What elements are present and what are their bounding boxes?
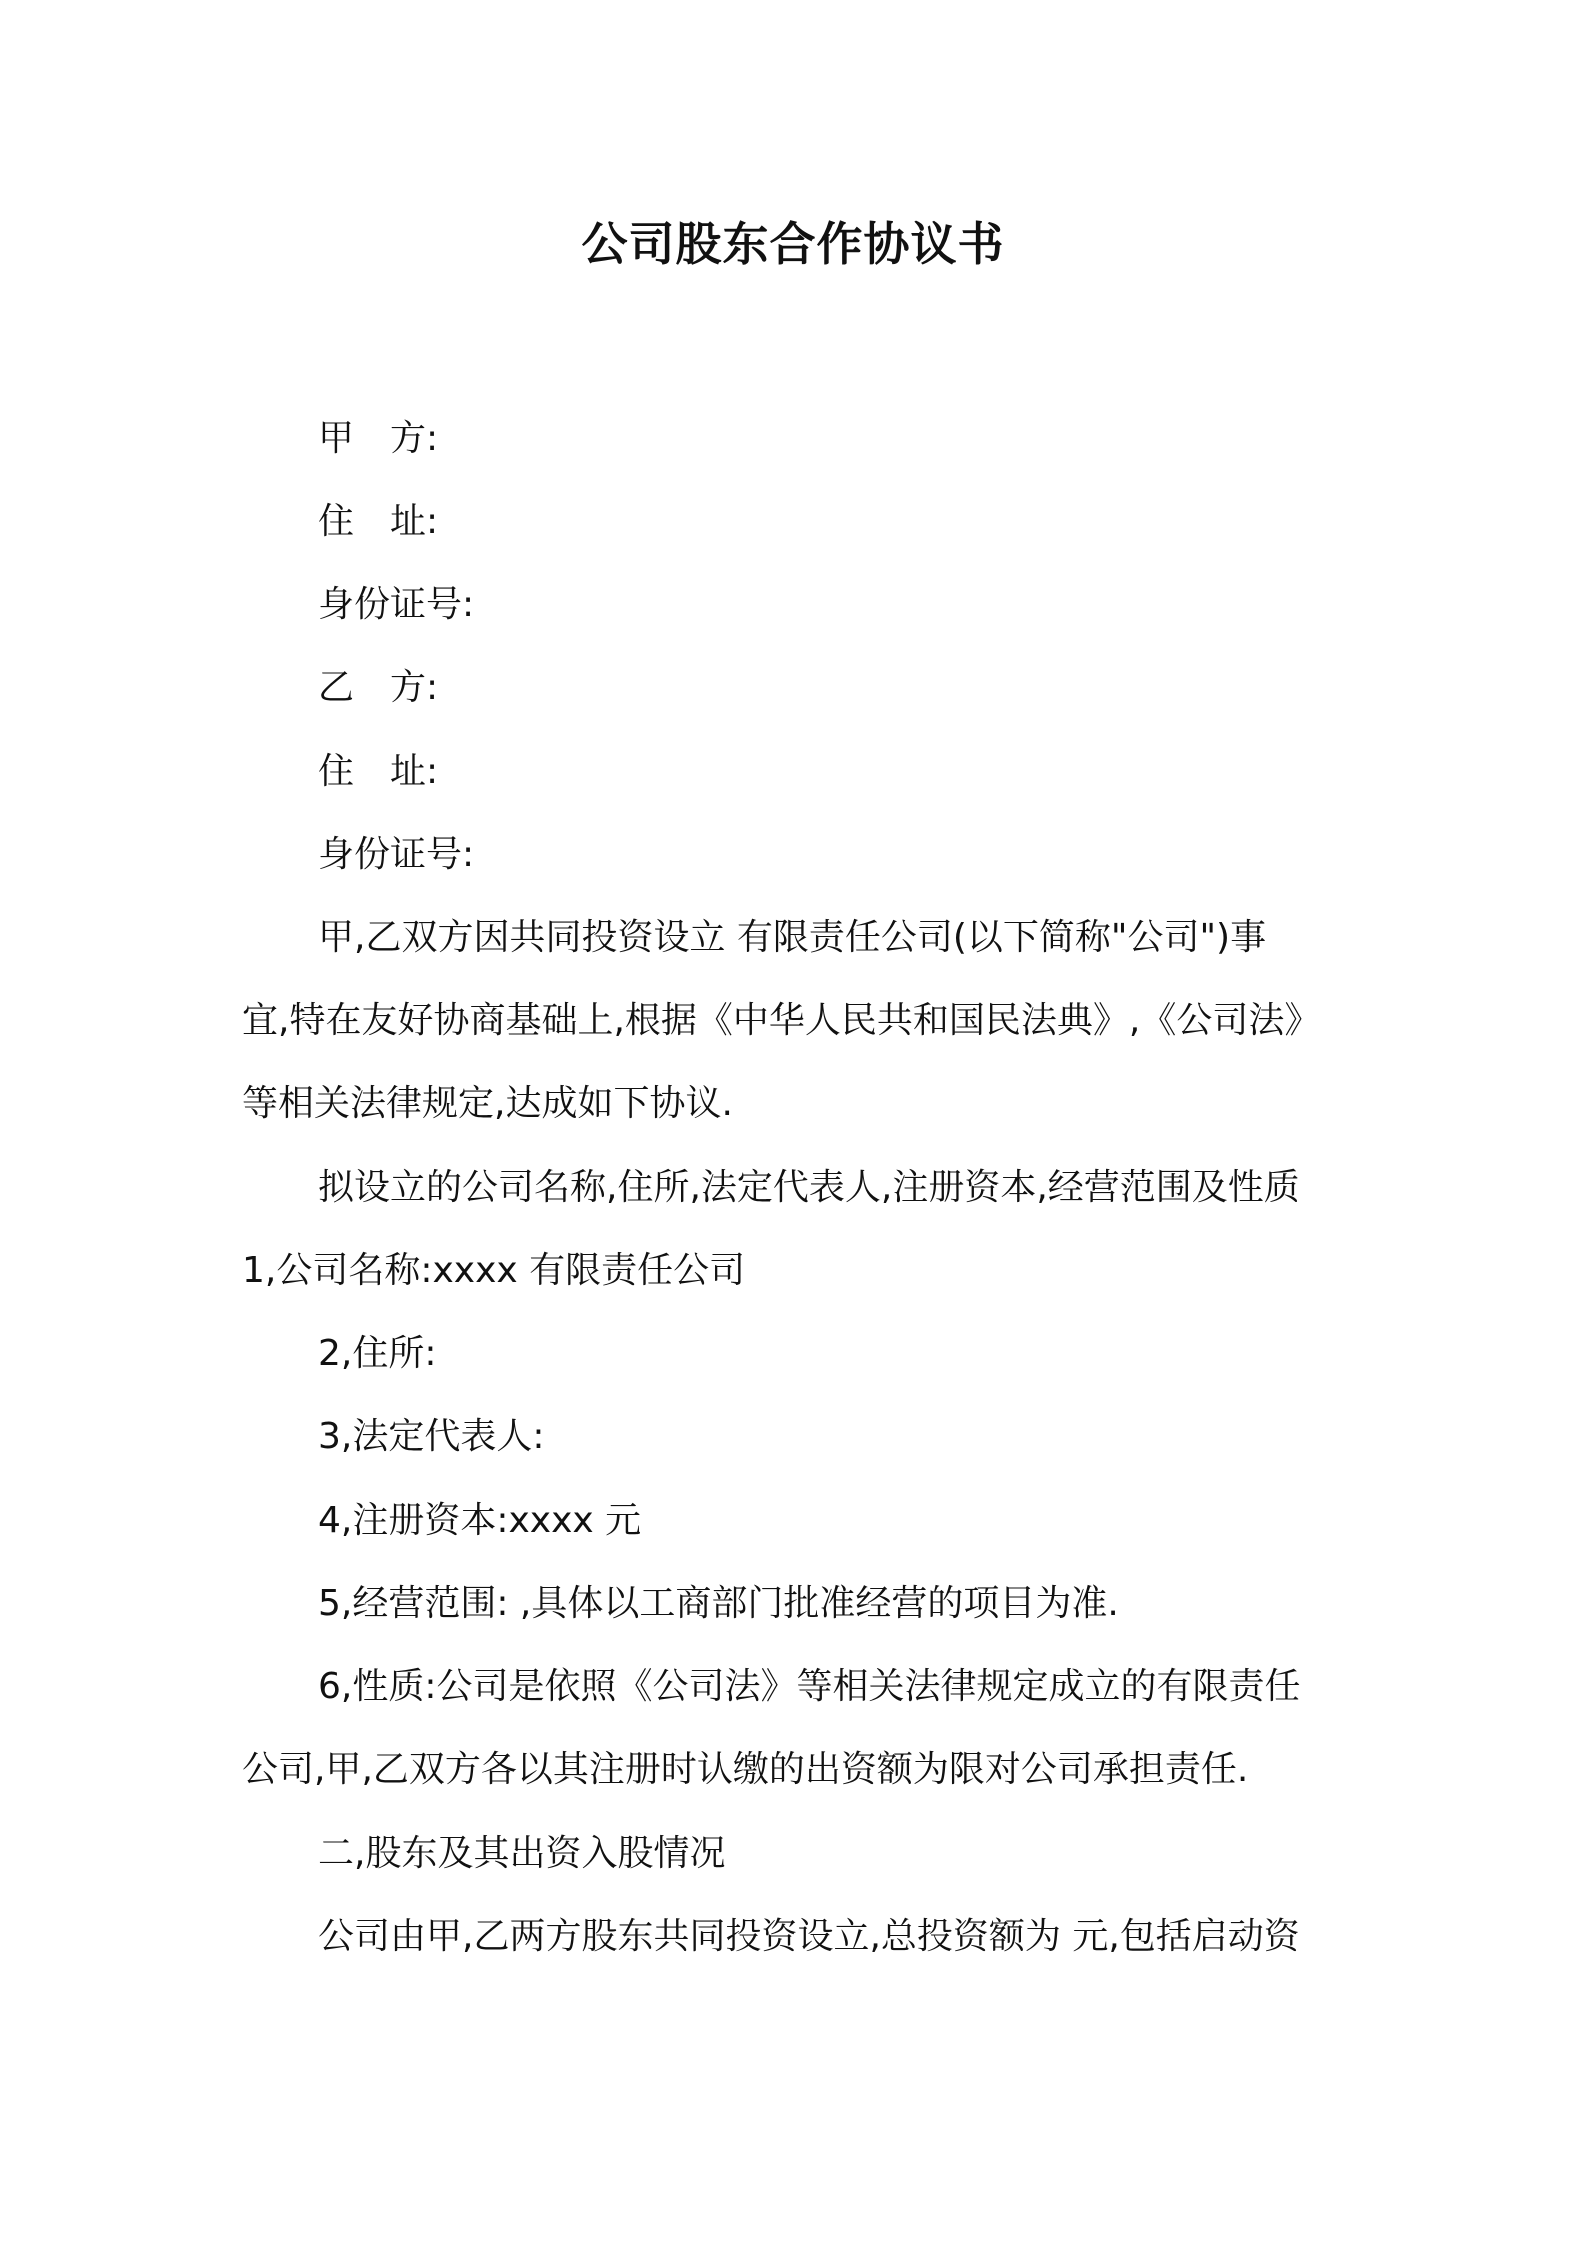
item-2-address: 2,住所: <box>318 1333 437 1374</box>
section-2-heading: 二,股东及其出资入股情况 <box>318 1833 726 1874</box>
item-6-nature-line-1: 6,性质:公司是依照《公司法》等相关法律规定成立的有限责任 <box>318 1666 1301 1707</box>
party-a-address-colon: 址: <box>390 501 439 542</box>
party-a-address-line <box>318 498 438 546</box>
item-6-nature-line-2: 公司,甲,乙双方各以其注册时认缴的出资额为限对公司承担责任. <box>242 1749 1249 1790</box>
party-a-colon: 方: <box>390 418 439 459</box>
party-b-address-label: 住 <box>318 751 355 792</box>
party-b-address-colon: 址: <box>390 751 439 792</box>
intro-line-3: 等相关法律规定,达成如下协议. <box>242 1083 733 1124</box>
party-a-line <box>318 415 438 463</box>
item-3-legal-rep: 3,法定代表人: <box>318 1416 545 1457</box>
intro-line-1: 甲,乙双方因共同投资设立 有限责任公司(以下简称"公司")事 <box>318 917 1267 958</box>
section-2-text: 公司由甲,乙两方股东共同投资设立,总投资额为 元,包括启动资 <box>318 1916 1300 1957</box>
party-b-line <box>318 664 438 712</box>
party-a-id-line: 身份证号: <box>318 584 475 625</box>
intro-line-2: 宜,特在友好协商基础上,根据《中华人民共和国民法典》,《公司法》 <box>242 1000 1321 1041</box>
party-a-label: 甲 <box>318 418 355 459</box>
party-b-label: 乙 <box>318 667 355 708</box>
document-title: 公司股东合作协议书 <box>581 217 1005 271</box>
party-b-address-line <box>318 748 438 796</box>
section-1-heading: 拟设立的公司名称,住所,法定代表人,注册资本,经营范围及性质 <box>318 1167 1300 1208</box>
party-b-colon: 方: <box>390 667 439 708</box>
item-5-scope: 5,经营范围: ,具体以工商部门批准经营的项目为准. <box>318 1583 1119 1624</box>
item-1-company-name: 1,公司名称:xxxx 有限责任公司 <box>242 1250 746 1291</box>
item-4-capital: 4,注册资本:xxxx 元 <box>318 1500 642 1541</box>
party-a-address-label: 住 <box>318 501 355 542</box>
party-b-id-line: 身份证号: <box>318 834 475 875</box>
